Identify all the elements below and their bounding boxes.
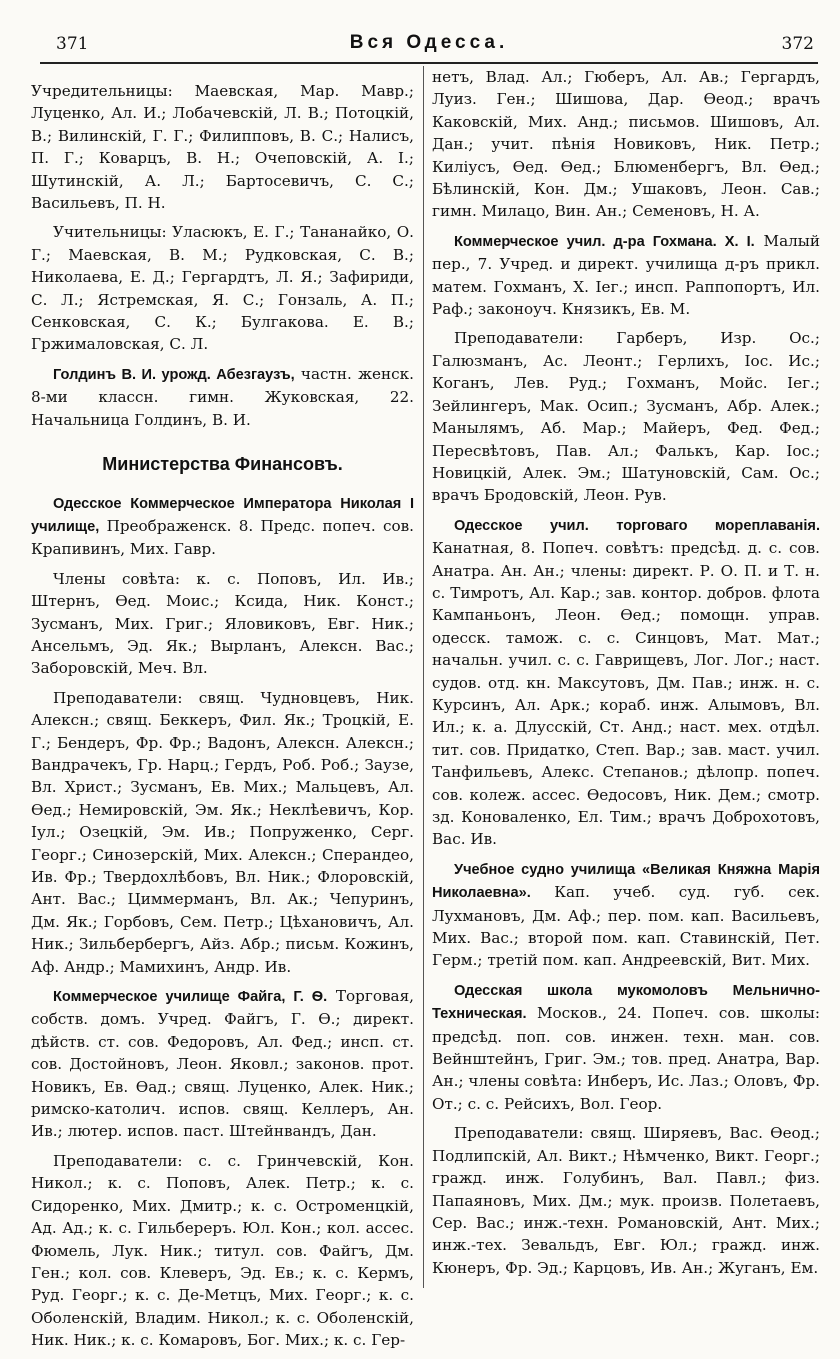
- entry-continued: нетъ, Влад. Ал.; Гюберъ, Ал. Ав.; Гергардъ, Луиз. Ген.; Шишова, Дар. Ѳеод.; врачъ Каковскiй, Мих. Анд.; письмов. Шишовъ, Ал. Дан.; учит. пѣнiя Новиковъ, Ник. Петр.; Килiусъ, Ѳед. Ѳед.; Блюменбергъ, Вл. Ѳед.; Бѣлинскiй, Кон. Дм.; Ушаковъ, Леон. Сав.; гимн. Милацо, Вин. Ан.; Семеновъ, Н. А.: [432, 68, 820, 221]
- entry-council-members: Члены совѣта: к. с. Поповъ, Ил. Ив.; Штернъ, Ѳед. Моис.; Ксида, Ник. Конст.; Зусманъ, Мих. Григ.; Яловиковъ, Евг. Ник.; Ансельмъ, Эд. Як.; Вырланъ, Алексн. Вас.; Заборовскiй, Меч. Вл.: [31, 569, 414, 678]
- page-number-right: 372: [781, 34, 814, 54]
- entry-faig-school: [31, 985, 414, 1143]
- entry-text: частн. женск. 8-ми классн. гимн. Жуковская, 22. Начальница Голдинъ, В. И.: [31, 364, 414, 429]
- entry-text: Москов., 24. Попеч. сов. школы: предсѣд. поп. сов. инжен. техн. ман. сов. Вейнштейнъ, Григ. Эм.; тов. пред. Анатра, Вар. Ан.; члены совѣта: Инберъ, Ис. Лаз.; Оловъ, Фр. От.; с. с. Рейсихъ, Вол. Геор.: [432, 1004, 820, 1113]
- entry-gokhman-lecturers: Преподаватели: Гарберъ, Изр. Ос.; Галюзманъ, Ас. Леонт.; Герлихъ, Iос. Ис.; Коганъ, Лев. Руд.; Гохманъ, Мойс. Iег.; Зейлингеръ, Мак. Осип.; Зусманъ, Абр. Алек.; Манылямъ, Аб. Мар.; Майеръ, Фед. Фед.; Пересвѣтовъ, Пав. Ал.; Фалькъ, Кар. Iос.; Новицкiй, Алек. Эм.; Шатуновскiй, Сам. Ос.; врачъ Бродовскiй, Леон. Рув.: [432, 329, 820, 505]
- column-divider: [423, 66, 424, 1288]
- entry-heading: Голдинъ В. И. урожд. Абезгаузъ,: [53, 366, 295, 383]
- section-heading: Министерства Финансовъ.: [102, 454, 343, 475]
- entry-text: Торговая, собств. домъ. Учред. Файгъ, Г. Ѳ.; директ. дѣйств. ст. сов. Федоровъ, Ал. Фед.; инсп. ст. сов. Достойновъ, Леон. Яковл.; законов. прот. Новикъ, Ев. Ѳад.; свящ. Луценко, Алек. Ник.; римско-католич. испов. свящ. Келлеръ, Ан. Ив.; лютер. испов. паст. Штейнвандъ, Дан.: [31, 987, 414, 1141]
- entry-training-ship: [432, 858, 820, 972]
- entry-teachers: Учительницы: Уласюкъ, Е. Г.; Тананайко, О. Г.; Маевская, В. М.; Рудковская, С. В.; Николаева, Е. Д.; Гергардтъ, Л. Я.; Зафириди, С. Л.; Ястремская, Я. С.; Гонзаль, А. П.; Сенковская, С. К.; Булгакова. Е. В.; Гржималовская, С. Л.: [31, 223, 414, 354]
- entry-founders: Учредительницы: Маевская, Мар. Мавр.; Луценко, Ал. И.; Лобачевскiй, Л. В.; Потоцкiй, В.; Вилинскiй, Г. Г.; Филипповъ, В. С.; Налисъ, П. Г.; Коварцъ, В. Н.; Очеповскiй, А. I.; Шутинскiй, А. Л.; Бартосевичъ, С. С.; Васильевъ, П. Н.: [31, 82, 414, 213]
- entry-millers-lecturers: Преподаватели: свящ. Ширяевъ, Вас. Ѳеод.; Подлипскiй, Ал. Викт.; Нѣмченко, Викт. Георг.; гражд. инж. Голубинъ, Вал. Павл.; физ. Папаяновъ, Мих. Дм.; мук. произв. Полетаевъ, Сер. Вас.; инж.-техн. Романовскiй, Ант. Мих.; инж.-тех. Зевальдъ, Евг. Юл.; гражд. инж. Кюнеръ, Фр. Эд.; Карцовъ, Ив. Ан.; Жуганъ, Ем.: [432, 1124, 820, 1277]
- entry-goldin-gymnasium: [31, 363, 414, 431]
- entry-heading: Одесское учил. торговаго мореплаванiя.: [454, 517, 820, 534]
- entry-text: Кап. учеб. суд. губ. сек. Лухмановъ, Дм. Аф.; пер. пом. кап. Васильевъ, Мих. Вас.; второй пом. кап. Ставинскiй, Пет. Герм.; третiй пом. кап. Андреевскiй, Вит. Мих.: [432, 883, 820, 970]
- entry-lecturers: Преподаватели: свящ. Чудновцевъ, Ник. Алексн.; свящ. Беккеръ, Фил. Як.; Троцкiй, Е. Г.; Бендеръ, Фр. Фр.; Вадонъ, Алексн. Алексн.; Вандрачекъ, Гр. Нарц.; Гердъ, Роб. Роб.; Заузе, Вл. Христ.; Зусманъ, Ев. Мих.; Мальцевъ, Ал. Ѳед.; Немировскiй, Эм. Як.; Неклѣевичъ, Кор. Iул.; Озецкiй, Эм. Ив.; Попруженко, Серг. Георг.; Синозерскiй, Мих. Алексн.; Сперандео, Ив. Фр.; Твердохлѣбовъ, Вл. Ник.; Флоровскiй, Ант. Вас.; Циммерманъ, Вл. Ак.; Чепуринъ, Дм. Як.; Горбовъ, Сем. Петр.; Цѣхановичъ, Ал. Ник.; Зильбербергъ, Айз. Абр.; письм. Кожинъ, Аф. Андр.; Мамихинъ, Андр. Ив.: [31, 688, 414, 976]
- entry-heading: Одесская школа мукомоловъ Мельнично-Техническая.: [432, 982, 820, 1023]
- entry-heading: Учебное судно училища «Великая Княжна Марiя Николаевна».: [432, 861, 820, 902]
- entry-nicholas-school: [31, 492, 414, 561]
- entry-text: Малый пер., 7. Учред. и директ. училища д-ръ прикл. матем. Гохманъ, Х. Iег.; инсп. Раппопортъ, Ил. Раф.; законоуч. Князикъ, Ев. М.: [432, 231, 820, 319]
- entry-text: Канатная, 8. Попеч. совѣтъ: предсѣд. д. с. сов. Анатра. Ан. Ан.; члены: директ. Р. О. П. и Т. н. с. Тимротъ, Ал. Кар.; зав. контор. добров. флота Кампаньонъ, Леон. Ѳед.; помощн. управ. одесск. тамож. с. с. Синцовъ, Мат. Мат.; начальн. учил. с. с. Гаврищевъ, Лог. Лог.; наст. судов. отд. кн. Максутовъ, Дм. Пав.; инж. н. с. Курсинъ, Ал. Арк.; кораб. инж. Алымовъ, Вл. Ил.; к. а. Длусскiй, Ст. Анд.; наст. мех. отдѣл. тит. сов. Придатко, Степ. Вар.; зав. маст. учил. Танфильевъ, Алекс. Степанов.; дѣлопр. попеч. сов. колеж. ассес. Ѳедосовъ, Ник. Дем.; смотр. зд. Коноваленко, Ел. Тим.; врачъ Доброхотовъ, Вас. Ив.: [432, 539, 820, 849]
- entry-heading: Одесское Коммерческое Императора Николая I училище,: [31, 495, 414, 535]
- page-header: [40, 30, 818, 64]
- entry-text: Преображенск. 8. Предс. попеч. сов. Крапивинъ, Мих. Гавр.: [31, 516, 414, 559]
- page-number-left: 371: [56, 34, 89, 54]
- entry-heading: Коммерческое училище Файга, Г. Ѳ.: [53, 989, 328, 1006]
- left-column: [31, 80, 414, 1359]
- entry-navigation-school: [432, 514, 820, 851]
- running-title: Вся Одесса.: [349, 32, 509, 53]
- entry-faig-lecturers: Преподаватели: с. с. Гринчевскiй, Кон. Никол.; к. с. Поповъ, Алек. Петр.; к. с. Сидоренко, Мих. Дмитр.; к. с. Остроменцкiй, Ад. Ад.; к. с. Гильбереръ. Юл. Кон.; кол. ассес. Фюмель, Лук. Ник.; титул. сов. Файгъ, Дм. Ген.; кол. сов. Клеверъ, Эд. Ев.; к. с. Кермъ, Руд. Георг.; к. с. Де-Метцъ, Мих. Георг.; к. с. Оболенскiй, Владим. Никол.; к. с. Оболенскiй, Ник. Ник.; к. с. Комаровъ, Бог. Мих.; к. с. Гер-: [31, 1151, 414, 1350]
- entry-millers-school: [432, 979, 820, 1115]
- entry-gokhman-school: [432, 230, 820, 321]
- right-column: [432, 66, 820, 1286]
- entry-heading: Коммерческое учил. д-ра Гохмана. Х. I.: [454, 233, 755, 250]
